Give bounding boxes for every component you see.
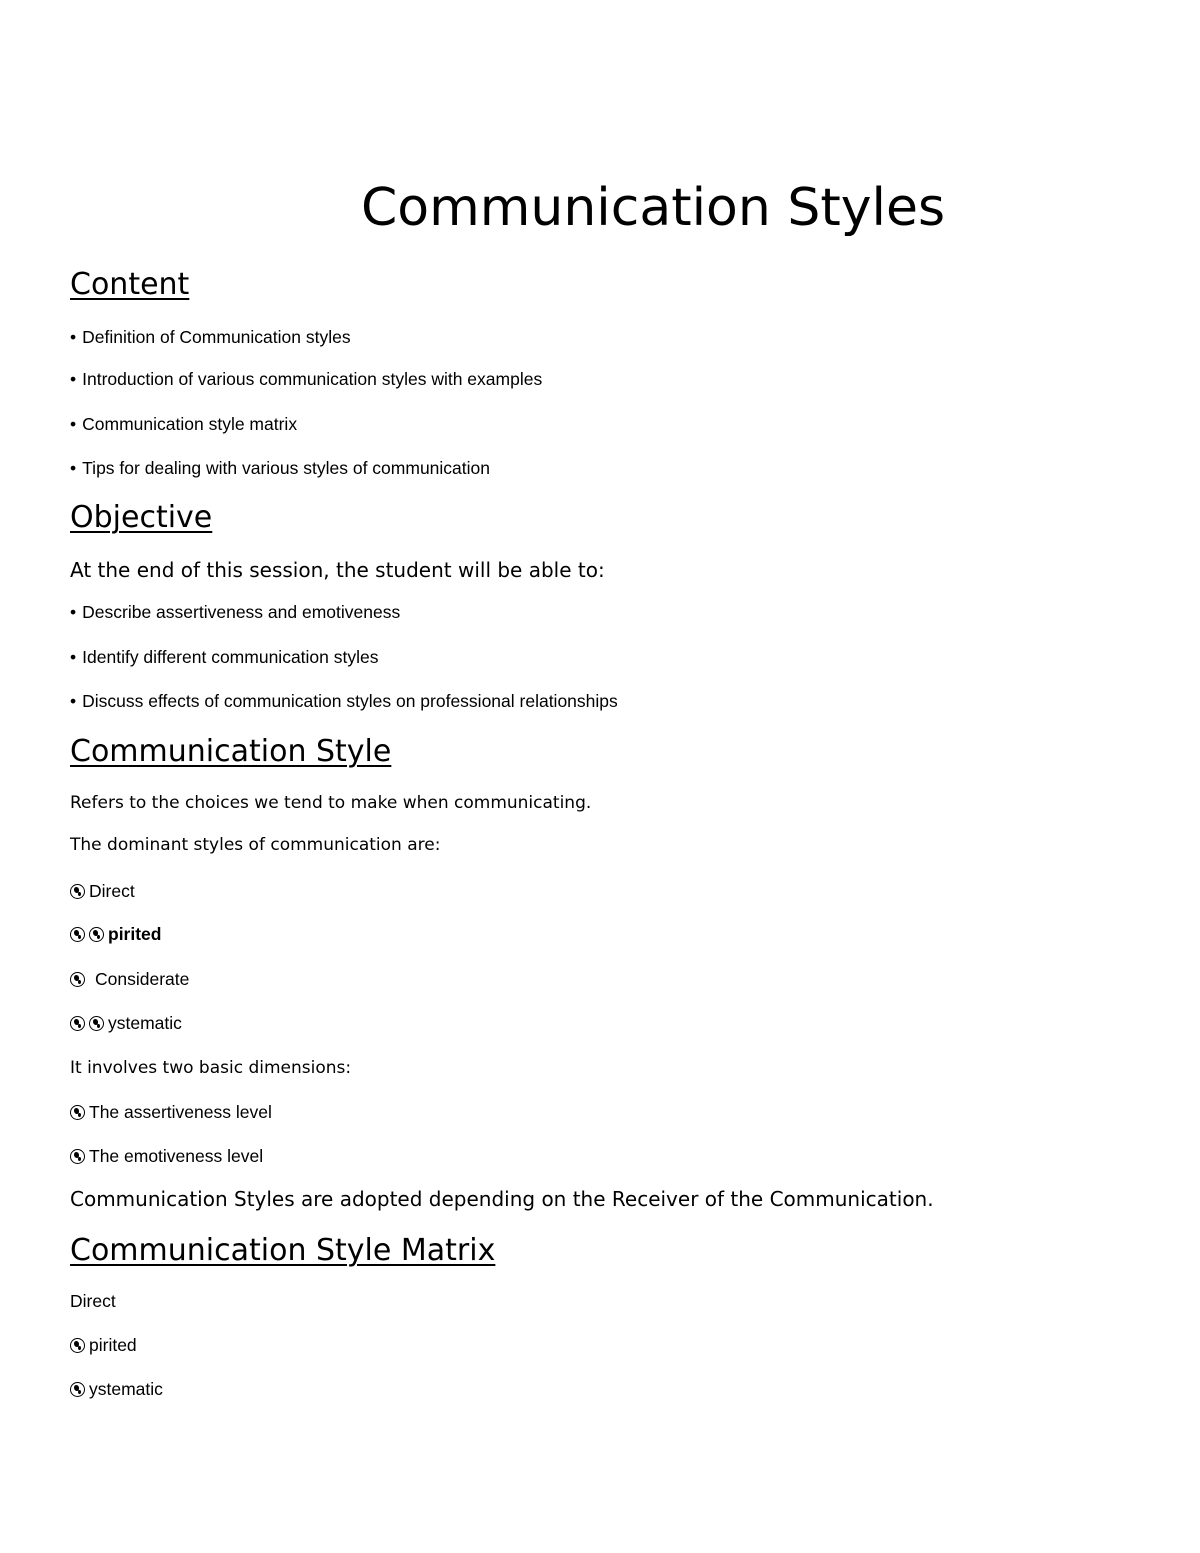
bullet-icon: • [70,414,77,434]
bullet-icon: • [70,458,77,478]
globe-icon [89,927,104,942]
globe-icon [70,884,85,899]
content-heading: Content [70,267,190,302]
matrix-item: pirited [70,1337,137,1355]
matrix-item: ystematic [70,1381,163,1399]
bullet-icon: • [70,602,77,622]
globe-icon [89,1016,104,1031]
globe-icon [70,1016,85,1031]
content-item: • Introduction of various communication styles with examples [70,369,543,389]
objective-item: • Discuss effects of communication styles on professional relationships [70,691,618,711]
content-item: • Tips for dealing with various styles of communication [70,458,490,478]
dominant-styles-intro: The dominant styles of communication are: [70,835,441,855]
matrix-item: Direct [70,1291,116,1311]
content-item: • Definition of Communication styles [70,327,351,347]
dimensions-intro: It involves two basic dimensions: [70,1058,352,1078]
globe-icon [70,1338,85,1353]
dimension-item: The assertiveness level [70,1104,272,1122]
bullet-icon: • [70,327,77,347]
globe-icon [70,1149,85,1164]
style-list-item: Considerate [70,971,189,989]
communication-style-definition: Refers to the choices we tend to make when communicating. [70,793,592,813]
style-list-item: Direct [70,883,135,901]
objective-heading: Objective [70,500,213,535]
globe-icon [70,972,85,987]
bullet-icon: • [70,647,77,667]
content-item: • Communication style matrix [70,414,298,434]
matrix-heading: Communication Style Matrix [70,1233,496,1268]
objective-item: • Identify different communication styles [70,647,379,667]
page-title: Communication Styles [360,178,946,238]
objective-intro: At the end of this session, the student will be able to: [70,558,605,582]
objective-item: • Describe assertiveness and emotiveness [70,602,401,622]
globe-icon [70,1382,85,1397]
communication-style-heading: Communication Style [70,734,392,769]
communication-style-closing: Communication Styles are adopted depending on the Receiver of the Communication. [70,1187,934,1211]
globe-icon [70,927,85,942]
style-list-item: ystematic [70,1015,182,1033]
dimension-item: The emotiveness level [70,1148,263,1166]
style-list-item: pirited [70,926,161,944]
bullet-icon: • [70,369,77,389]
globe-icon [70,1105,85,1120]
bullet-icon: • [70,691,77,711]
